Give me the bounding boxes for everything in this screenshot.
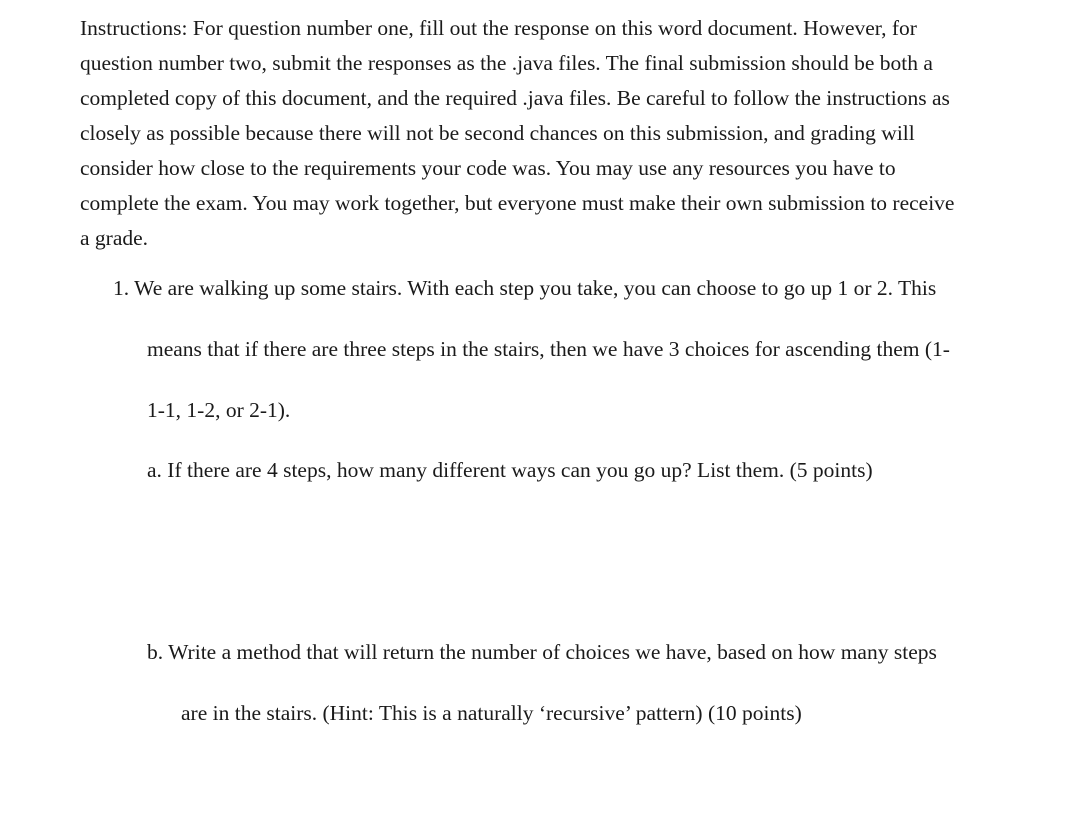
question-1-text: 1-1, 1-2, or 2-1). [147,398,291,422]
question-1-text: We are walking up some stairs. With each step you take, you can choose to go up 1 or 2. This [134,276,937,300]
instructions-line: completed copy of this document, and the required .java files. Be careful to follow the instructions as [80,86,950,110]
question-1b [147,638,937,666]
instructions-line: Instructions: For question number one, fill out the response on this word document. However, for [80,16,917,40]
question-1b-text: are in the stairs. (Hint: This is a naturally ‘recursive’ pattern) (10 points) [181,701,802,725]
question-1b-text: Write a method that will return the number of choices we have, based on how many steps [168,640,937,664]
question-1 [113,274,936,302]
question-1a [147,456,873,484]
instructions-line: complete the exam. You may work together, but everyone must make their own submission to receive [80,191,955,215]
instructions-line: a grade. [80,226,149,250]
part-label: b. [147,640,164,664]
instructions-line: question number two, submit the responses as the .java files. The final submission should be both a [80,51,933,75]
instructions-line: closely as possible because there will not be second chances on this submission, and grading will [80,121,915,145]
question-1a-text: If there are 4 steps, how many different ways can you go up? List them. (5 points) [167,458,873,482]
part-label: a. [147,458,162,482]
instructions-line: consider how close to the requirements your code was. You may use any resources you have to [80,156,896,180]
question-1-text: means that if there are three steps in the stairs, then we have 3 choices for ascending them (1- [147,337,950,361]
question-number: 1. [113,276,130,300]
